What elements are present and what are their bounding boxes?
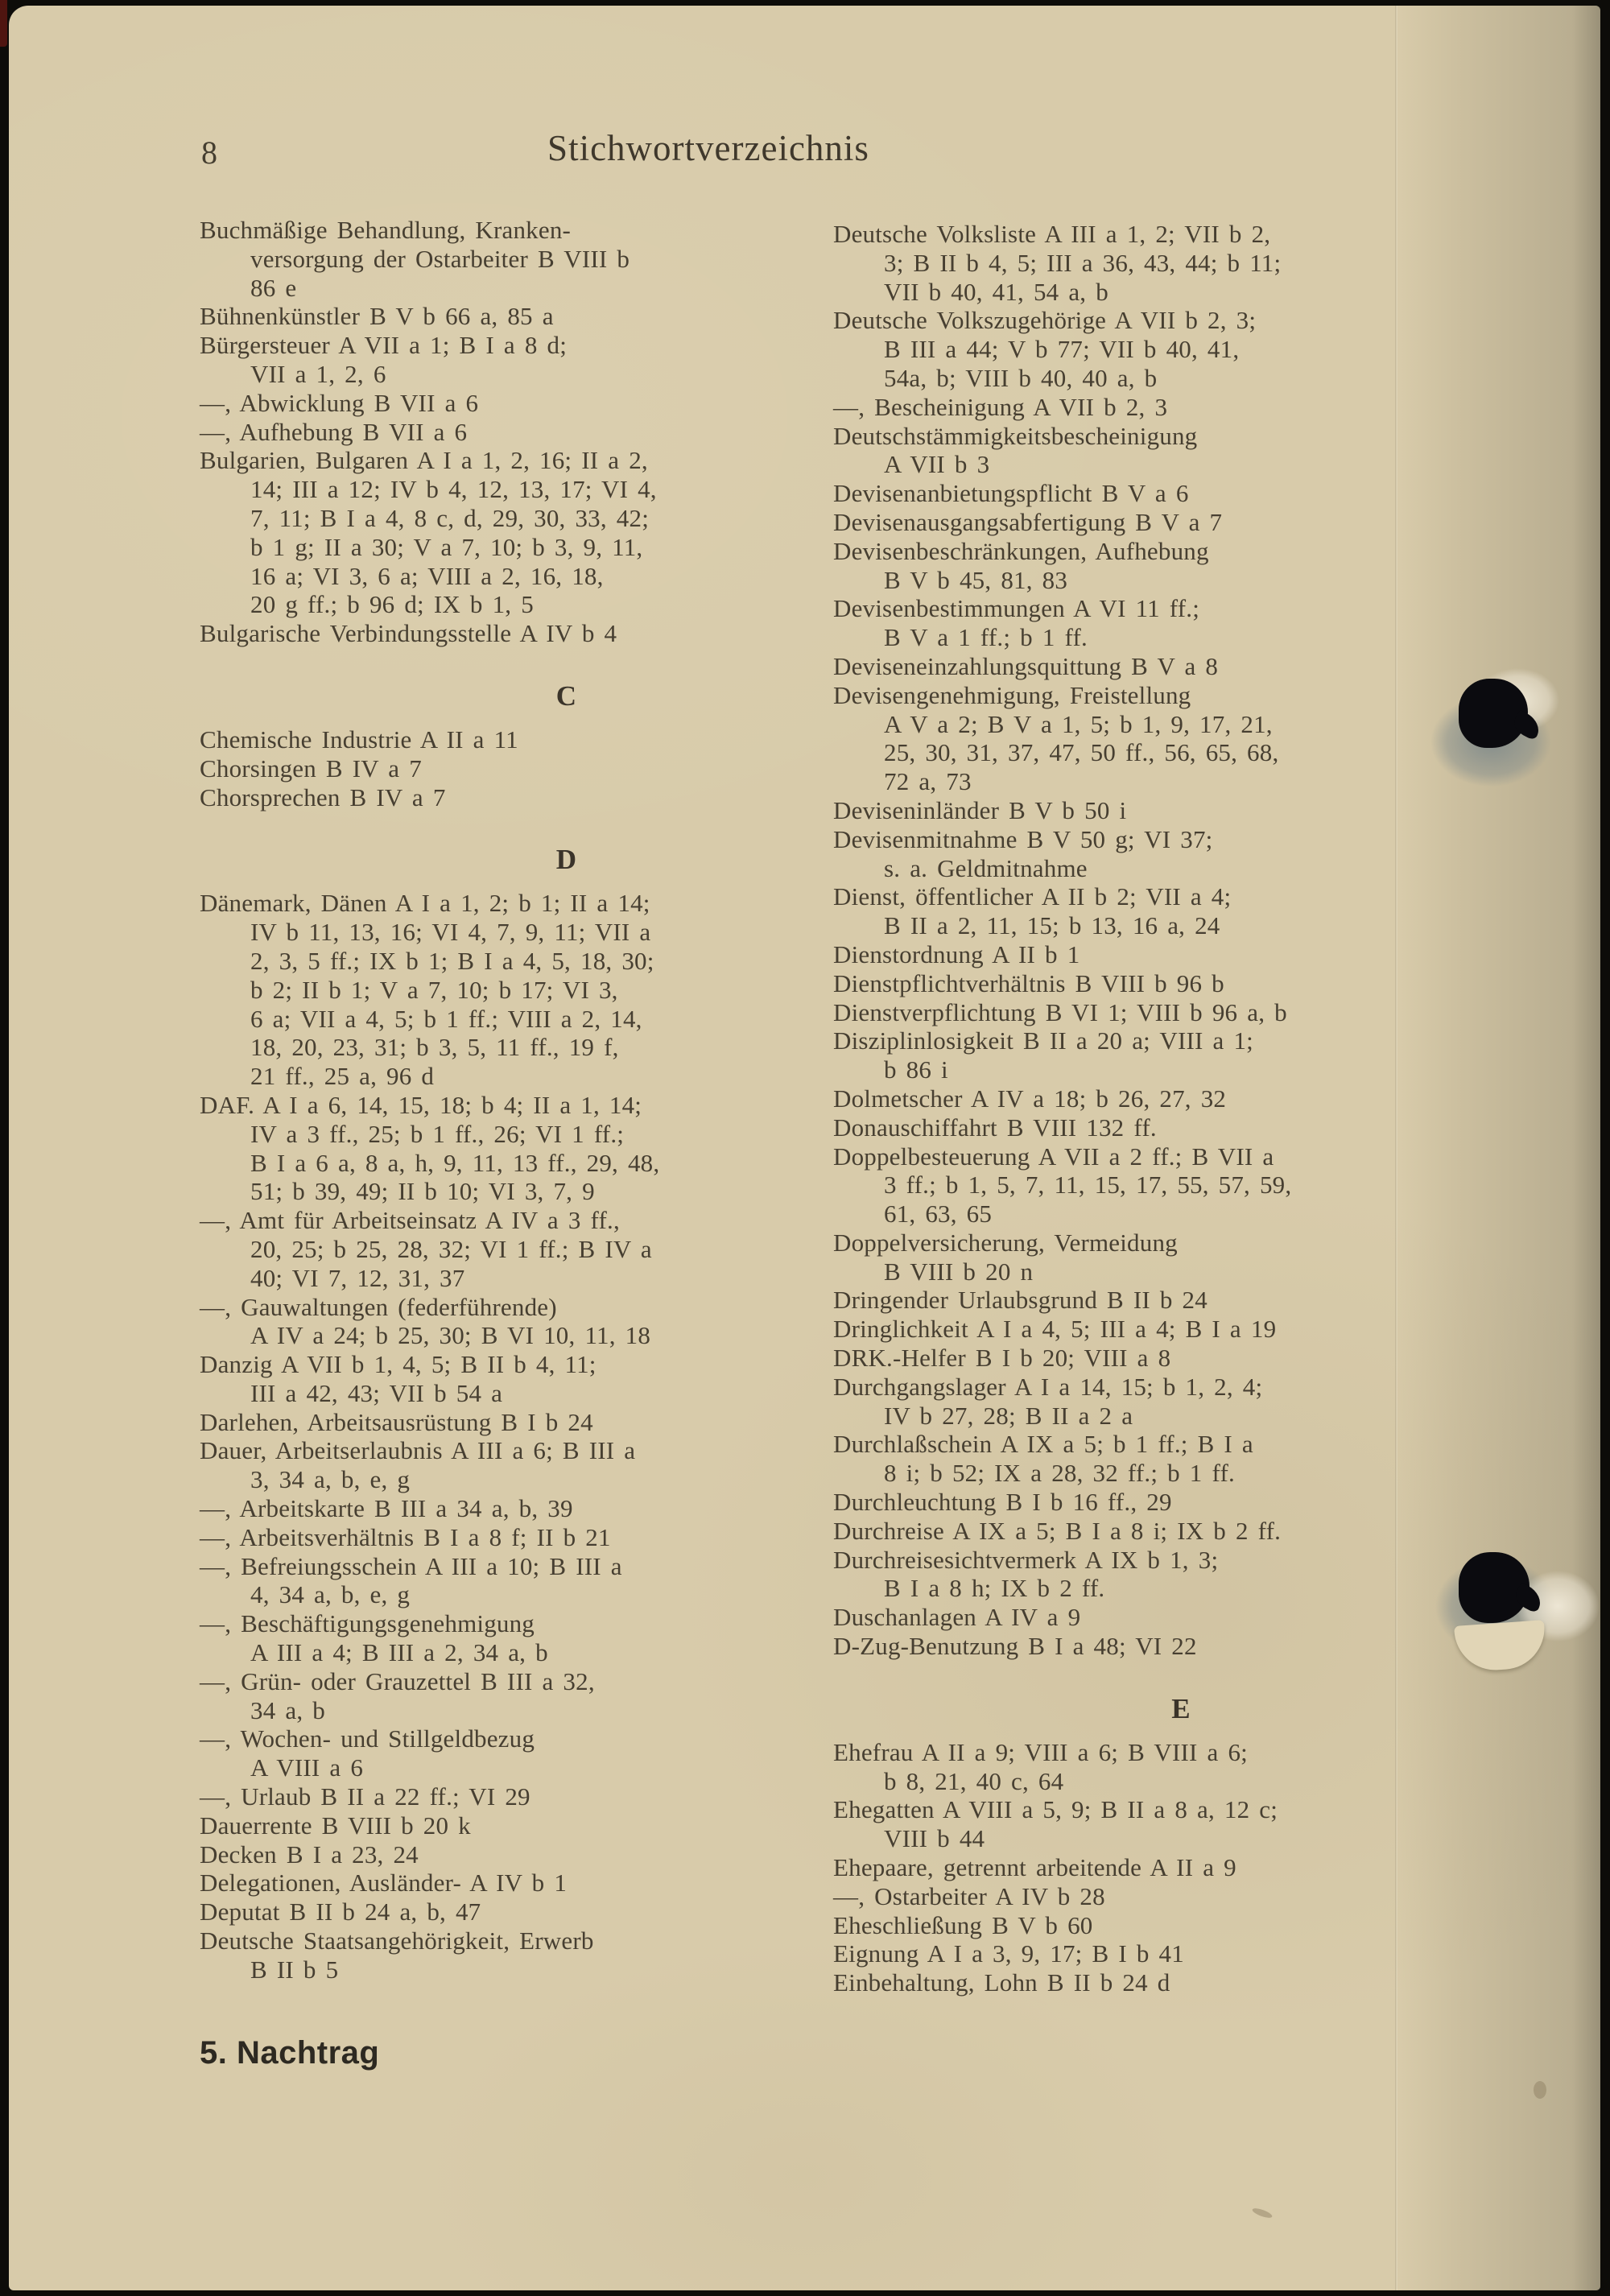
entry-line: B V a 1 ff.; b 1 ff. — [884, 623, 1088, 652]
index-entry — [833, 1968, 1416, 1997]
entry-line: B II a 2, 11, 15; b 13, 16 a, 24 — [884, 911, 1220, 940]
entry-line: A III a 4; B III a 2, 34 a, b — [250, 1638, 548, 1667]
entry-line: Dienstverpflichtung B VI 1; VIII b 96 a, b — [833, 997, 1287, 1026]
entry-line: —, Amt für Arbeitseinsatz A IV a 3 ff., — [200, 1206, 620, 1235]
entry-line: Doppelversicherung, Vermeidung — [833, 1228, 1178, 1257]
entry-line: Dringender Urlaubsgrund B II b 24 — [833, 1286, 1208, 1315]
index-entry — [200, 216, 768, 302]
index-entry — [833, 1373, 1416, 1431]
index-entry — [833, 1632, 1416, 1661]
entry-line: b 2; II b 1; V a 7, 10; b 17; VI 3, — [250, 975, 618, 1004]
entry-line: 3, 34 a, b, e, g — [250, 1465, 411, 1494]
index-entry — [833, 220, 1416, 306]
index-entry — [833, 1939, 1416, 1968]
entry-line: versorgung der Ostarbeiter B VIII b — [250, 244, 630, 273]
entry-line: —, Arbeitsverhältnis B I a 8 f; II b 21 — [200, 1522, 611, 1551]
entry-line: Deutschstämmigkeitsbescheinigung — [833, 421, 1198, 450]
entry-line: —, Gauwaltungen (federführende) — [200, 1292, 557, 1321]
entry-line: Darlehen, Arbeitsausrüstung B I b 24 — [200, 1407, 593, 1436]
index-entry — [200, 302, 768, 331]
entry-line: Devisenmitnahme B V 50 g; VI 37; — [833, 824, 1213, 853]
entry-line: Ehefrau A II a 9; VIII a 6; B VIII a 6; — [833, 1737, 1248, 1766]
index-entry — [833, 1315, 1416, 1344]
entry-line: Ehegatten A VIII a 5, 9; B II a 8 a, 12 c; — [833, 1795, 1278, 1824]
entry-line: b 86 i — [884, 1055, 948, 1084]
entry-line: 8 i; b 52; IX a 28, 32 ff.; b 1 ff. — [884, 1459, 1235, 1488]
entry-line: Devisenanbietungspflicht B V a 6 — [833, 479, 1189, 508]
entry-line: Buchmäßige Behandlung, Kranken- — [200, 216, 572, 244]
entry-line: —, Arbeitskarte B III a 34 a, b, 39 — [200, 1494, 573, 1523]
entry-line: B I a 6 a, 8 a, h, 9, 11, 13 ff., 29, 48, — [250, 1148, 660, 1177]
entry-line: Chemische Industrie A II a 11 — [200, 725, 518, 754]
entry-line: Disziplinlosigkeit B II a 20 a; VIII a 1; — [833, 1026, 1253, 1055]
entry-line: Donauschiffahrt B VIII 132 ff. — [833, 1113, 1157, 1142]
scan-edge-red-mark — [0, 0, 7, 47]
index-entry — [200, 418, 768, 447]
entry-line: b 8, 21, 40 c, 64 — [884, 1766, 1064, 1795]
entry-line: —, Bescheinigung A VII b 2, 3 — [833, 392, 1168, 421]
entry-line: B III a 44; V b 77; VII b 40, 41, — [884, 335, 1240, 364]
index-entry — [833, 1026, 1416, 1084]
index-entry — [833, 306, 1416, 392]
entry-line: Durchreise A IX a 5; B I a 8 i; IX b 2 ff. — [833, 1516, 1282, 1545]
index-entry — [200, 1293, 768, 1351]
index-entry — [200, 1782, 768, 1811]
entry-line: Devisengenehmigung, Freistellung — [833, 680, 1191, 709]
index-entry — [833, 1113, 1416, 1142]
entry-line: 6 a; VII a 4, 5; b 1 ff.; VIII a 2, 14, — [250, 1004, 642, 1033]
index-entry — [200, 1840, 768, 1869]
entry-line: B I a 8 h; IX b 2 ff. — [884, 1574, 1105, 1603]
entry-line: —, Ostarbeiter A IV b 28 — [833, 1881, 1105, 1910]
entry-line: Bulgarische Verbindungsstelle A IV b 4 — [200, 619, 617, 648]
entry-line: 51; b 39, 49; II b 10; VI 3, 7, 9 — [250, 1177, 595, 1206]
index-entry — [833, 422, 1416, 480]
index-entry — [833, 998, 1416, 1027]
index-entry — [200, 1609, 768, 1667]
index-entry — [200, 1091, 768, 1206]
entry-line: s. a. Geldmitnahme — [884, 853, 1088, 882]
entry-line: IV b 27, 28; B II a 2 a — [884, 1401, 1133, 1430]
entry-line: —, Wochen- und Stillgeldbezug — [200, 1724, 535, 1753]
index-entry — [200, 619, 768, 648]
section-heading: D — [555, 844, 577, 876]
entry-line: III a 42, 43; VII b 54 a — [250, 1378, 503, 1407]
entry-line: 2, 3, 5 ff.; IX b 1; B I a 4, 5, 18, 30; — [250, 946, 654, 975]
index-entry — [833, 393, 1416, 422]
entry-line: Dringlichkeit A I a 4, 5; III a 4; B I a 19 — [833, 1315, 1277, 1344]
entry-line: Einbehaltung, Lohn B II b 24 d — [833, 1968, 1170, 1997]
entry-line: Deutsche Staatsangehörigkeit, Erwerb — [200, 1926, 594, 1955]
entry-line: B II b 5 — [250, 1955, 339, 1984]
entry-line: 20 g ff.; b 96 d; IX b 1, 5 — [250, 590, 534, 619]
index-entry — [200, 725, 768, 754]
entry-line: Durchleuchtung B I b 16 ff., 29 — [833, 1488, 1172, 1517]
paper-speck — [1534, 2081, 1546, 2099]
index-entry — [200, 1494, 768, 1523]
index-entry — [200, 1436, 768, 1494]
entry-line: Ehepaare, getrennt arbeitende A II a 9 — [833, 1853, 1236, 1882]
entry-line: A VII b 3 — [884, 450, 990, 479]
entry-line: b 1 g; II a 30; V a 7, 10; b 3, 9, 11, — [250, 532, 643, 561]
entry-line: Dienstordnung A II b 1 — [833, 939, 1080, 968]
entry-line: Devisenausgangsabfertigung B V a 7 — [833, 507, 1223, 536]
page-number: 8 — [201, 134, 217, 171]
entry-line: —, Beschäftigungsgenehmigung — [200, 1609, 535, 1638]
entry-line: 3 ff.; b 1, 5, 7, 11, 15, 17, 55, 57, 59, — [884, 1171, 1292, 1200]
index-entry — [833, 1517, 1416, 1546]
index-column-left — [200, 216, 768, 1984]
index-entry — [200, 754, 768, 783]
entry-line: Deputat B II b 24 a, b, 47 — [200, 1898, 481, 1926]
entry-line: 14; III a 12; IV b 4, 12, 13, 17; VI 4, — [250, 475, 657, 504]
index-entry — [200, 1350, 768, 1408]
entry-line: Doppelbesteuerung A VII a 2 ff.; B VII a — [833, 1142, 1274, 1171]
supplement-label: 5. Nachtrag — [200, 2035, 380, 2071]
index-column-right — [833, 220, 1416, 1997]
index-entry — [833, 1738, 1416, 1796]
index-entry — [200, 446, 768, 619]
entry-line: —, Abwicklung B VII a 6 — [200, 388, 479, 417]
entry-line: 54a, b; VIII b 40, 40 a, b — [884, 363, 1158, 392]
entry-line: Dolmetscher A IV a 18; b 26, 27, 32 — [833, 1084, 1227, 1113]
entry-line: Deviseneinzahlungsquittung B V a 8 — [833, 651, 1219, 680]
index-entry — [833, 1546, 1416, 1604]
entry-line: DAF. A I a 6, 14, 15, 18; b 4; II a 1, 14; — [200, 1090, 642, 1119]
index-entry — [200, 1408, 768, 1437]
entry-line: A IV a 24; b 25, 30; B VI 10, 11, 18 — [250, 1321, 651, 1350]
entry-line: VIII b 44 — [884, 1824, 985, 1853]
entry-line: Dänemark, Dänen A I a 1, 2; b 1; II a 14; — [200, 889, 650, 918]
entry-line: A V a 2; B V a 1, 5; b 1, 9, 17, 21, — [884, 709, 1273, 738]
entry-line: Dienstpflichtverhältnis B VIII b 96 b — [833, 968, 1224, 997]
entry-line: Devisenbeschränkungen, Aufhebung — [833, 536, 1209, 565]
index-entry — [833, 1344, 1416, 1373]
index-entry — [833, 1084, 1416, 1113]
index-entry — [833, 1603, 1416, 1632]
entry-line: Chorsingen B IV a 7 — [200, 754, 422, 783]
index-entry — [200, 1523, 768, 1552]
index-entry — [833, 1882, 1416, 1911]
page-gutter-shading — [1399, 6, 1600, 2290]
index-entry — [200, 1552, 768, 1610]
index-entry — [200, 1926, 768, 1984]
page-title: Stichwortverzeichnis — [547, 128, 869, 168]
index-entry — [833, 681, 1416, 796]
index-entry — [833, 479, 1416, 508]
index-entry — [200, 1724, 768, 1782]
index-entry — [833, 1488, 1416, 1517]
index-entry — [200, 1206, 768, 1292]
entry-line: Durchgangslager A I a 14, 15; b 1, 2, 4; — [833, 1372, 1263, 1401]
entry-line: Delegationen, Ausländer- A IV b 1 — [200, 1869, 568, 1898]
entry-line: VII b 40, 41, 54 a, b — [884, 277, 1108, 306]
entry-line: Durchreisesichtvermerk A IX b 1, 3; — [833, 1545, 1219, 1574]
entry-line: 34 a, b — [250, 1695, 325, 1724]
entry-line: 61, 63, 65 — [884, 1200, 993, 1229]
entry-line: Bürgersteuer A VII a 1; B I a 8 d; — [200, 331, 568, 360]
entry-line: —, Urlaub B II a 22 ff.; VI 29 — [200, 1782, 530, 1811]
entry-line: Chorsprechen B IV a 7 — [200, 783, 446, 811]
index-entry — [833, 652, 1416, 681]
entry-line: B VIII b 20 n — [884, 1257, 1034, 1286]
entry-line: Deutsche Volkszugehörige A VII b 2, 3; — [833, 306, 1257, 335]
index-entry — [200, 331, 768, 389]
index-entry — [833, 508, 1416, 537]
index-entry — [200, 1667, 768, 1725]
index-entry — [200, 1898, 768, 1926]
index-entry — [833, 796, 1416, 825]
index-entry — [833, 825, 1416, 883]
index-entry — [833, 594, 1416, 652]
entry-line: Dienst, öffentlicher A II b 2; VII a 4; — [833, 882, 1232, 911]
entry-line: Eheschließung B V b 60 — [833, 1910, 1093, 1939]
entry-line: Bulgarien, Bulgaren A I a 1, 2, 16; II a 2, — [200, 446, 648, 475]
entry-line: Eignung A I a 3, 9, 17; B I b 41 — [833, 1939, 1184, 1968]
entry-line: Dauer, Arbeitserlaubnis A III a 6; B III a — [200, 1436, 636, 1465]
entry-line: DRK.-Helfer B I b 20; VIII a 8 — [833, 1344, 1171, 1373]
entry-line: 3; B II b 4, 5; III a 36, 43, 44; b 11; — [884, 248, 1282, 277]
entry-line: Devisenbestimmungen A VI 11 ff.; — [833, 594, 1200, 623]
entry-line: Duschanlagen A IV a 9 — [833, 1603, 1081, 1632]
section-heading: E — [1171, 1692, 1191, 1724]
entry-line: Bühnenkünstler B V b 66 a, 85 a — [200, 302, 554, 331]
entry-line: Dauerrente B VIII b 20 k — [200, 1811, 471, 1840]
entry-line: A VIII a 6 — [250, 1753, 364, 1782]
entry-line: D-Zug-Benutzung B I a 48; VI 22 — [833, 1632, 1197, 1661]
index-entry — [833, 1142, 1416, 1229]
index-entry — [200, 783, 768, 812]
index-entry — [833, 940, 1416, 969]
entry-line: 7, 11; B I a 4, 8 c, d, 29, 30, 33, 42; — [250, 503, 650, 532]
entry-line: Deutsche Volksliste A III a 1, 2; VII b 2, — [833, 220, 1271, 248]
entry-line: —, Befreiungsschein A III a 10; B III a — [200, 1551, 622, 1580]
entry-line: Durchlaßschein A IX a 5; b 1 ff.; B I a — [833, 1430, 1253, 1459]
index-entry — [833, 1911, 1416, 1940]
index-entry — [833, 1795, 1416, 1853]
entry-line: Danzig A VII b 1, 4, 5; B II b 4, 11; — [200, 1350, 597, 1379]
index-entry — [833, 1430, 1416, 1488]
index-entry — [833, 969, 1416, 998]
index-entry — [833, 537, 1416, 595]
entry-line: IV b 11, 13, 16; VI 4, 7, 9, 11; VII a — [250, 918, 651, 947]
index-entry — [833, 1229, 1416, 1286]
entry-line: 86 e — [250, 273, 297, 302]
entry-line: VII a 1, 2, 6 — [250, 359, 386, 388]
entry-line: 40; VI 7, 12, 31, 37 — [250, 1263, 465, 1292]
entry-line: IV a 3 ff., 25; b 1 ff., 26; VI 1 ff.; — [250, 1119, 625, 1148]
entry-line: Decken B I a 23, 24 — [200, 1840, 419, 1869]
entry-line: 72 a, 73 — [884, 767, 972, 796]
entry-line: —, Grün- oder Grauzettel B III a 32, — [200, 1666, 595, 1695]
entry-line: Deviseninländer B V b 50 i — [833, 795, 1127, 824]
entry-line: 20, 25; b 25, 28, 32; VI 1 ff.; B IV a — [250, 1234, 652, 1263]
entry-line: B V b 45, 81, 83 — [884, 565, 1068, 594]
index-entry — [833, 882, 1416, 940]
entry-line: 21 ff., 25 a, 96 d — [250, 1062, 435, 1091]
section-heading: C — [555, 679, 577, 712]
index-entry — [200, 389, 768, 418]
index-entry — [833, 1853, 1416, 1882]
entry-line: —, Aufhebung B VII a 6 — [200, 417, 468, 446]
entry-line: 16 a; VI 3, 6 a; VIII a 2, 16, 18, — [250, 561, 604, 590]
index-entry — [200, 889, 768, 1091]
entry-line: 4, 34 a, b, e, g — [250, 1580, 411, 1609]
index-entry — [200, 1869, 768, 1898]
index-entry — [200, 1811, 768, 1840]
entry-line: 25, 30, 31, 37, 47, 50 ff., 56, 65, 68, — [884, 738, 1279, 767]
index-entry — [833, 1286, 1416, 1315]
entry-line: 18, 20, 23, 31; b 3, 5, 11 ff., 19 f, — [250, 1033, 619, 1062]
